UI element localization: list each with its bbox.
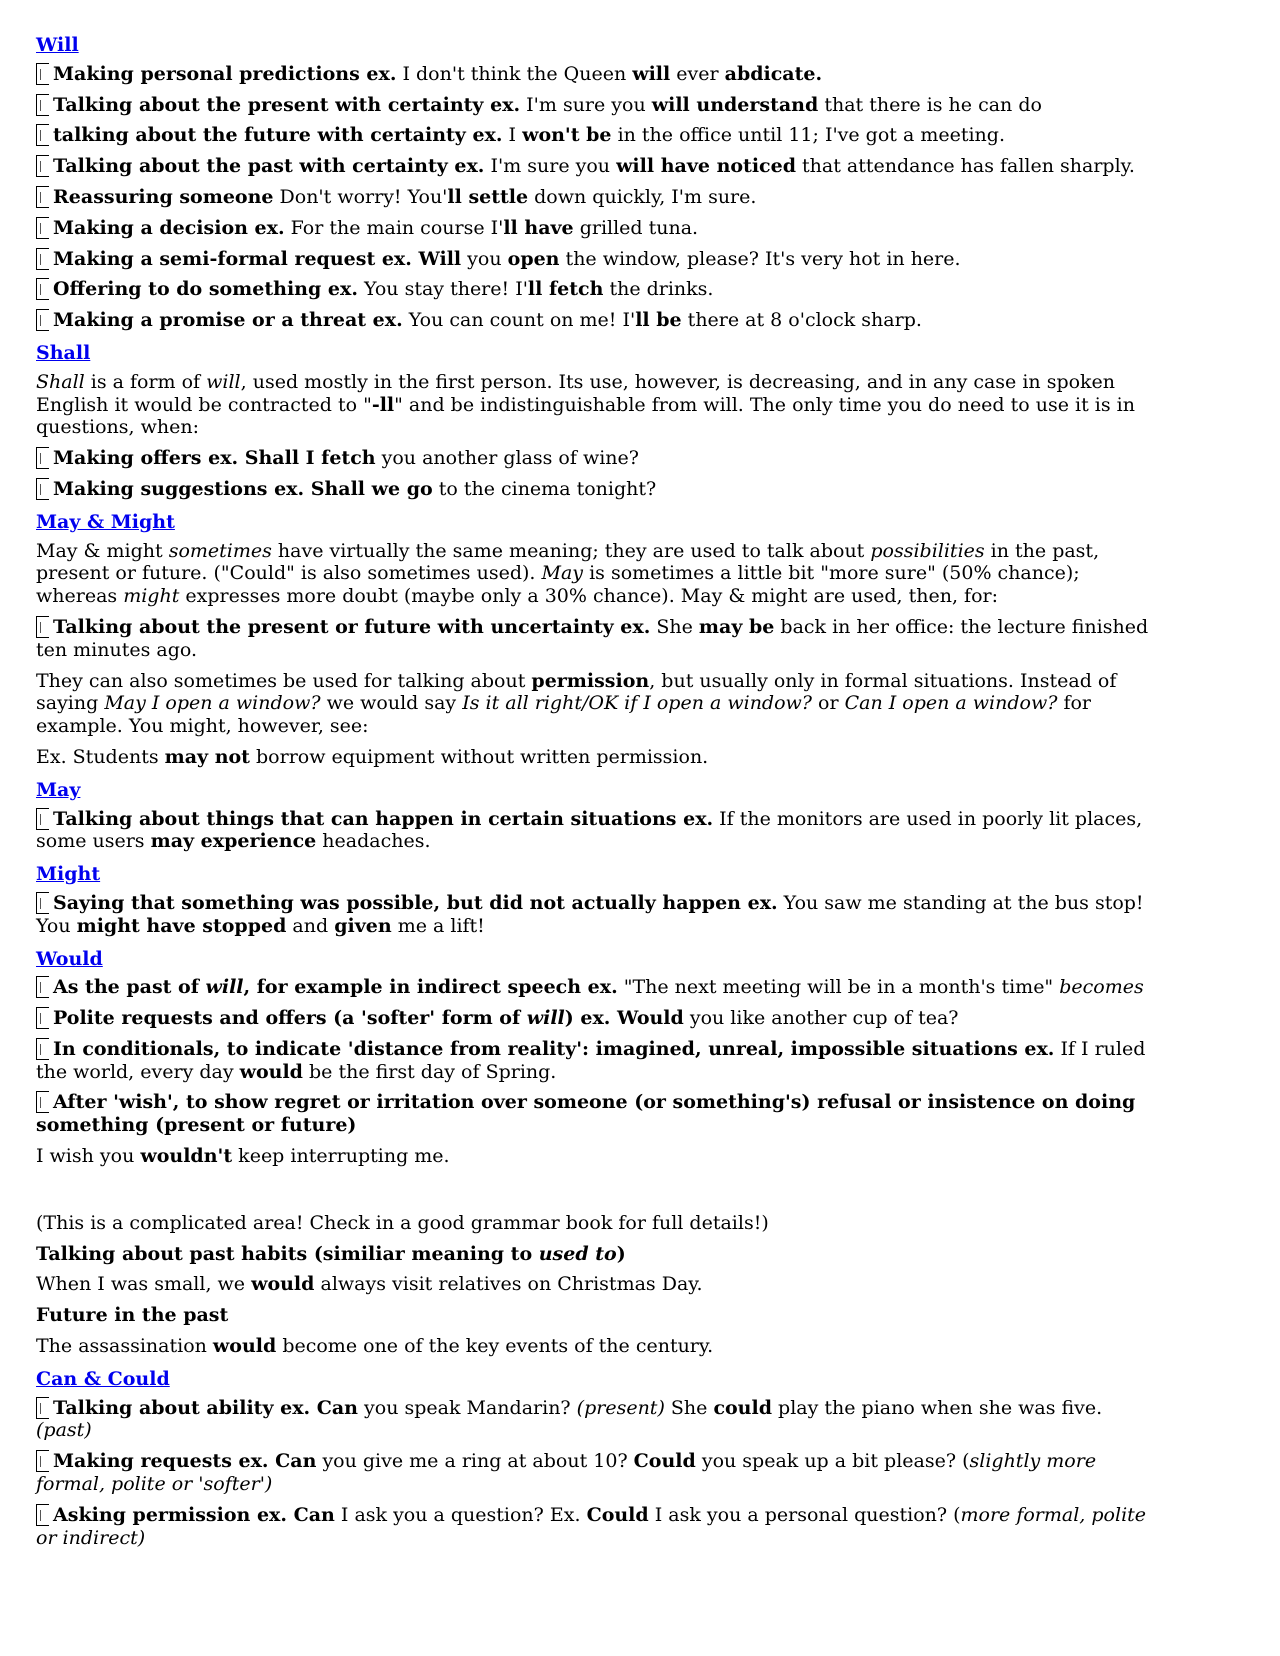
text-run: Talking about the past with certainty ex.: [53, 155, 485, 178]
may-might-example: [36, 746, 1154, 769]
heading-shall[interactable]: Shall: [36, 341, 91, 364]
text-run: After 'wish', to show regret or irritation over someone (or something's) refusal or insistence on doing something (present or future): [36, 1091, 1136, 1137]
text-run: You stay there! I': [357, 278, 528, 301]
text-run: (present): [576, 1396, 665, 1419]
text-run: the drinks.: [603, 278, 714, 301]
text-run: , for example in indirect speech ex.: [243, 976, 618, 999]
text-run: you give me a ring at about 10?: [316, 1450, 634, 1473]
text-run: down quickly, I'm sure.: [528, 185, 757, 208]
list-item: [36, 63, 1154, 86]
heading-can-could[interactable]: Can & Could: [36, 1367, 170, 1390]
text-run: for example. You might, however, see:: [36, 692, 1092, 738]
text-run: As the past of: [53, 976, 206, 999]
text-run: may be: [698, 615, 775, 638]
list-item: [36, 892, 1154, 938]
text-run: used to: [538, 1242, 617, 1265]
text-run: will: [206, 370, 241, 393]
text-run: Making requests ex. Can: [53, 1450, 317, 1473]
text-run: The assassination: [36, 1335, 213, 1358]
bullet-icon: [36, 124, 49, 146]
text-run: Making a decision ex.: [53, 216, 285, 239]
text-run: will have noticed: [616, 155, 796, 178]
might-list: [36, 892, 1154, 938]
text-run: She: [650, 615, 699, 638]
text-run: Offering to do something ex.: [53, 278, 358, 301]
text-run: become one of the key events of the century.: [276, 1335, 714, 1358]
text-run: -ll: [371, 393, 395, 416]
text-run: May & might: [36, 539, 169, 562]
text-run: ll have: [503, 216, 574, 239]
bullet-icon: [36, 616, 49, 638]
bullet-icon: [36, 478, 49, 500]
text-run: keep interrupting me.: [232, 1145, 450, 1168]
text-run: sometimes: [168, 539, 272, 562]
will-list: [36, 63, 1154, 332]
text-run: ) ex. Would: [564, 1007, 684, 1030]
text-run: and: [286, 914, 335, 937]
text-run: you another glass of wine?: [375, 447, 639, 470]
list-item: [36, 1091, 1154, 1137]
text-run: slightly more formal, polite or 'softer'): [36, 1450, 1097, 1496]
list-item: [36, 217, 1154, 240]
text-run: Talking about the present or future with uncertainty ex.: [53, 615, 651, 638]
may-might-list: [36, 616, 1154, 662]
bullet-icon: [36, 186, 49, 208]
text-run: that attendance has fallen sharply.: [796, 155, 1135, 178]
text-run: could: [713, 1396, 772, 1419]
text-run: you speak up a bit please? (: [695, 1450, 970, 1473]
text-run: I wish you: [36, 1145, 141, 1168]
text-run: you like another cup of tea?: [683, 1007, 959, 1030]
text-run: have virtually the same meaning; they are used to talk about: [271, 539, 871, 562]
text-run: For the main course I': [284, 216, 504, 239]
text-run: Don't worry! You': [273, 185, 448, 208]
text-run: open: [507, 247, 560, 270]
text-run: in the past, present or future. ("Could" is also sometimes used).: [36, 539, 1100, 585]
text-run: grilled tuna.: [573, 216, 699, 239]
text-run: the window, please? It's very hot in here.: [559, 247, 961, 270]
bullet-icon: [36, 1091, 49, 1113]
text-run: May: [541, 562, 584, 585]
would-note: (This is a complicated area! Check in a good grammar book for full details!): [36, 1211, 769, 1234]
heading-may-might[interactable]: May & Might: [36, 510, 175, 533]
heading-might[interactable]: Might: [36, 863, 101, 886]
text-run: me a lift!: [391, 914, 485, 937]
text-run: is sometimes a little bit "more sure" (50% chance); whereas: [36, 562, 1080, 608]
list-item: [36, 1504, 1154, 1550]
list-item: [36, 94, 1154, 117]
text-run: She: [664, 1396, 714, 1419]
list-item: [36, 155, 1154, 178]
would-future-heading: Future in the past: [36, 1304, 229, 1327]
list-item: [36, 1007, 1154, 1030]
text-run: abdicate.: [724, 62, 823, 85]
text-run: you speak Mandarin?: [358, 1396, 577, 1419]
text-run: Could: [586, 1503, 649, 1526]
text-run: Is it all right/OK if I open a window?: [462, 692, 812, 715]
text-run: ): [616, 1242, 626, 1265]
text-run: would: [251, 1273, 315, 1296]
bullet-icon: [36, 63, 49, 85]
bullet-icon: [36, 808, 49, 830]
text-run: "The next meeting will be in a month's time": [617, 976, 1060, 999]
list-item: [36, 1397, 1154, 1443]
bullet-icon: [36, 447, 49, 469]
text-run: talking about the future with certainty ex.: [53, 124, 503, 147]
text-run: Can I open a window?: [844, 692, 1058, 715]
bullet-icon: [36, 976, 49, 998]
would-list: [36, 976, 1154, 1137]
text-run: Making suggestions ex. Shall we go: [53, 477, 433, 500]
text-run: back in her office: the lecture finished ten minutes ago.: [36, 615, 1149, 661]
bullet-icon: [36, 248, 49, 270]
can-could-list: [36, 1397, 1154, 1550]
text-run: is a form of: [84, 370, 207, 393]
text-run: Ex. Students: [36, 745, 165, 768]
bullet-icon: [36, 1038, 49, 1060]
bullet-icon: [36, 1397, 49, 1419]
text-run: may experience: [150, 830, 317, 853]
text-run: be the first day of Spring.: [302, 1060, 557, 1083]
text-run: Could: [633, 1450, 696, 1473]
text-run: You can count on me! I': [402, 309, 636, 332]
text-run: I'm sure you: [484, 155, 617, 178]
text-run: Polite requests and offers (a 'softer' form of: [53, 1007, 527, 1030]
bullet-icon: [36, 155, 49, 177]
text-run: , used mostly in the first person. Its use, however, is decreasing, and in any case in spoken English it would be contracted to ": [36, 370, 1116, 416]
text-run: permission: [531, 669, 650, 692]
text-run: If the monitors are used in poorly lit places, some users: [36, 807, 1143, 853]
may-might-permission: [36, 670, 1154, 738]
text-run: will: [205, 976, 244, 999]
text-run: Making personal predictions ex.: [53, 62, 397, 85]
text-run: ll settle: [447, 185, 529, 208]
text-run: always visit relatives on Christmas Day.: [314, 1273, 703, 1296]
list-item: [36, 248, 1154, 271]
may-might-intro: [36, 540, 1154, 608]
list-item: [36, 186, 1154, 209]
heading-would[interactable]: Would: [36, 947, 103, 970]
text-run: , but usually only in formal situations. Instead of saying: [36, 669, 1117, 715]
text-run: in the office until 11; I've got a meeting.: [611, 124, 1005, 147]
text-run: play the piano when she was five.: [772, 1396, 1103, 1419]
text-run: Talking about the present with certainty ex.: [53, 93, 521, 116]
text-run: Saying that something was possible, but did not actually happen ex.: [53, 891, 778, 914]
text-run: may not: [164, 745, 250, 768]
text-run: or: [812, 692, 845, 715]
list-item: [36, 278, 1154, 301]
text-run: borrow equipment without written permission.: [249, 745, 709, 768]
would-habits-heading: [36, 1243, 1154, 1266]
would-habits-example: [36, 1273, 1154, 1296]
text-run: will understand: [651, 93, 819, 116]
text-run: Talking about past habits (similiar meaning to: [36, 1242, 539, 1265]
text-run: ll fetch: [527, 278, 604, 301]
text-run: won't be: [522, 124, 612, 147]
list-item: [36, 976, 1154, 999]
text-run: I don't think the Queen: [396, 62, 633, 85]
text-run: If I ruled the world, every day: [36, 1037, 1146, 1083]
text-run: (past): [36, 1419, 92, 1442]
text-run: I ask you a question? Ex.: [334, 1503, 587, 1526]
text-run: I ask you a personal question? (: [648, 1503, 961, 1526]
heading-will[interactable]: Will: [36, 34, 79, 56]
text-run: Shall: [36, 370, 85, 393]
list-item: [36, 1038, 1154, 1084]
text-run: expresses more doubt (maybe only a 30% chance). May & might are used, then, for:: [179, 585, 999, 608]
text-run: might: [123, 585, 180, 608]
list-item: [36, 808, 1154, 854]
bullet-icon: [36, 1450, 49, 1472]
bullet-icon: [36, 94, 49, 116]
list-item: [36, 124, 1154, 147]
text-run: Making offers ex. Shall I fetch: [53, 447, 376, 470]
would-future-example: [36, 1335, 1154, 1358]
text-run: will: [526, 1007, 565, 1030]
text-run: to the cinema tonight?: [432, 477, 657, 500]
bullet-icon: [36, 1007, 49, 1029]
text-run: You saw me standing at the bus stop! You: [36, 891, 1144, 937]
text-run: given: [334, 914, 392, 937]
shall-list: [36, 447, 1154, 501]
text-run: headaches.: [316, 830, 431, 853]
text-run: would: [212, 1335, 277, 1358]
text-run: In conditionals, to indicate 'distance from reality': imagined, unreal, impossible situations ex.: [53, 1037, 1055, 1060]
may-list: [36, 808, 1154, 854]
bullet-icon: [36, 892, 49, 914]
text-run: Reassuring someone: [53, 185, 274, 208]
text-run: I: [502, 124, 523, 147]
list-item: [36, 309, 1154, 332]
text-run: wouldn't: [140, 1145, 233, 1168]
text-run: would: [239, 1060, 303, 1083]
text-run: there at 8 o'clock sharp.: [681, 309, 922, 332]
list-item: [36, 616, 1154, 662]
text-run: ever: [670, 62, 725, 85]
text-run: more formal, polite or indirect): [36, 1503, 1147, 1549]
text-run: will: [632, 62, 671, 85]
text-run: Talking about ability ex. Can: [53, 1396, 358, 1419]
text-run: you: [461, 247, 508, 270]
text-run: becomes: [1059, 976, 1144, 999]
list-item: [36, 447, 1154, 470]
would-wish-example: [36, 1145, 1154, 1168]
text-run: Talking about things that can happen in certain situations ex.: [53, 807, 714, 830]
text-run: They can also sometimes be used for talking about: [36, 669, 532, 692]
text-run: we would say: [320, 692, 463, 715]
bullet-icon: [36, 278, 49, 300]
text-run: I'm sure you: [520, 93, 652, 116]
text-run: Asking permission ex. Can: [53, 1503, 335, 1526]
list-item: [36, 1450, 1154, 1496]
text-run: possibilities: [870, 539, 985, 562]
text-run: May I open a window?: [104, 692, 321, 715]
bullet-icon: [36, 309, 49, 331]
list-item: [36, 478, 1154, 501]
text-run: might have stopped: [76, 914, 287, 937]
text-run: Making a promise or a threat ex.: [53, 309, 403, 332]
shall-intro: [36, 371, 1154, 439]
text-run: that there is he can do: [818, 93, 1042, 116]
text-run: ll be: [635, 309, 682, 332]
text-run: When I was small, we: [36, 1273, 252, 1296]
bullet-icon: [36, 217, 49, 239]
text-run: " and be indistinguishable from will. The only time you do need to use it is in questions, when:: [36, 393, 1135, 439]
bullet-icon: [36, 1504, 49, 1526]
text-run: Making a semi-formal request ex. Will: [53, 247, 462, 270]
heading-may[interactable]: May: [36, 778, 81, 801]
